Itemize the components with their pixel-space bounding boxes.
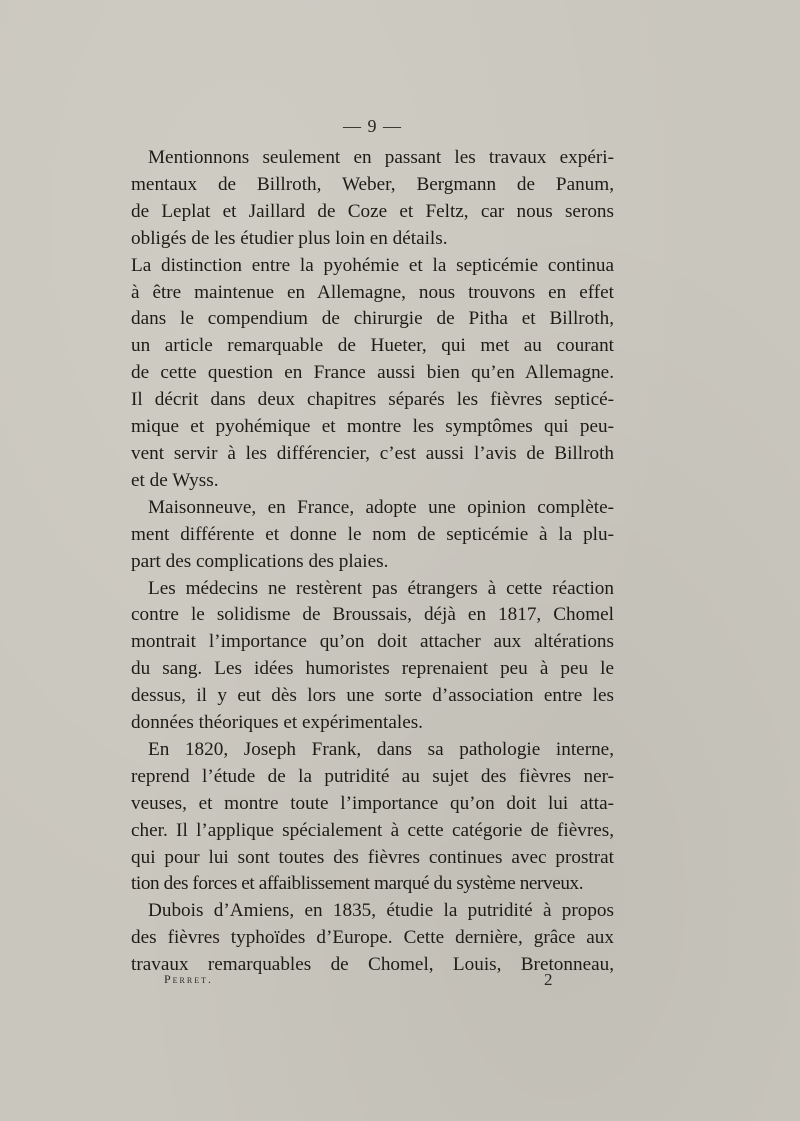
text-line: montrait l’importance qu’on doit attacher aux altérations [131, 631, 614, 653]
text-line: cher. Il l’applique spécialement à cette catégorie de fièvres, [131, 819, 614, 841]
text-line: du sang. Les idées humoristes reprenaient peu à peu le [131, 658, 614, 680]
text-line: dessus, il y eut dès lors une sorte d’association entre les [131, 685, 614, 707]
body-text [131, 145, 614, 979]
text-line: obligés de les étudier plus loin en détails. [131, 227, 448, 249]
paragraph [131, 576, 614, 737]
text-line: et de Wyss. [131, 469, 219, 491]
paragraph [131, 253, 614, 495]
text-line: En 1820, Joseph Frank, dans sa pathologie interne, [148, 738, 614, 760]
text-line: Mentionnons seulement en passant les travaux expéri- [148, 147, 614, 168]
text-line: Il décrit dans deux chapitres séparés les fièvres septicé- [131, 389, 614, 411]
text-line: ment différente et donne le nom de septicémie à la plu- [131, 523, 614, 545]
text-line: dans le compendium de chirurgie de Pitha et Billroth, [131, 308, 614, 330]
paragraph [131, 737, 614, 898]
text-line: à être maintenue en Allemagne, nous trouvons en effet [131, 281, 614, 303]
text-line: Les médecins ne restèrent pas étrangers à cette réaction [148, 577, 614, 599]
paragraph [131, 898, 614, 979]
text-line: Dubois d’Amiens, en 1835, étudie la putridité à propos [148, 900, 614, 922]
text-line: La distinction entre la pyohémie et la septicémie continua [131, 254, 614, 276]
text-line: contre le solidisme de Broussais, déjà en 1817, Chomel [131, 604, 614, 626]
text-line: mentaux de Billroth, Weber, Bergmann de Panum, [131, 173, 614, 195]
text-line: Maisonneuve, en France, adopte une opinion complète- [148, 496, 614, 518]
page-number: — 9 — [343, 116, 402, 136]
sheet-number: 2 [544, 970, 553, 989]
paragraph [131, 495, 614, 576]
text-line: de Leplat et Jaillard de Coze et Feltz, car nous serons [131, 200, 614, 222]
text-line: veuses, et montre toute l’importance qu’on doit lui atta- [131, 792, 614, 814]
text-line: un article remarquable de Hueter, qui met au courant [131, 335, 614, 357]
text-line: part des complications des plaies. [131, 550, 389, 572]
text-line: données théoriques et expérimentales. [131, 712, 423, 734]
paragraph [131, 145, 614, 253]
signature-mark: Perret. [164, 972, 214, 986]
text-line: reprend l’étude de la putridité au sujet des fièvres ner- [131, 765, 614, 787]
text-line: de cette question en France aussi bien qu’en Allemagne. [131, 362, 614, 384]
page-footer [164, 970, 564, 992]
text-line: travaux remarquables de Chomel, Louis, Bretonneau, [131, 954, 614, 976]
text-line: mique et pyohémique et montre les symptômes qui peu- [131, 416, 614, 438]
text-line: tion des forces et affaiblissement marqué du système nerveux. [131, 873, 584, 895]
text-line: vent servir à les différencier, c’est aussi l’avis de Billroth [131, 442, 614, 464]
text-line: des fièvres typhoïdes d’Europe. Cette dernière, grâce aux [131, 927, 614, 949]
text-line: qui pour lui sont toutes des fièvres continues avec prostrat [131, 846, 614, 868]
